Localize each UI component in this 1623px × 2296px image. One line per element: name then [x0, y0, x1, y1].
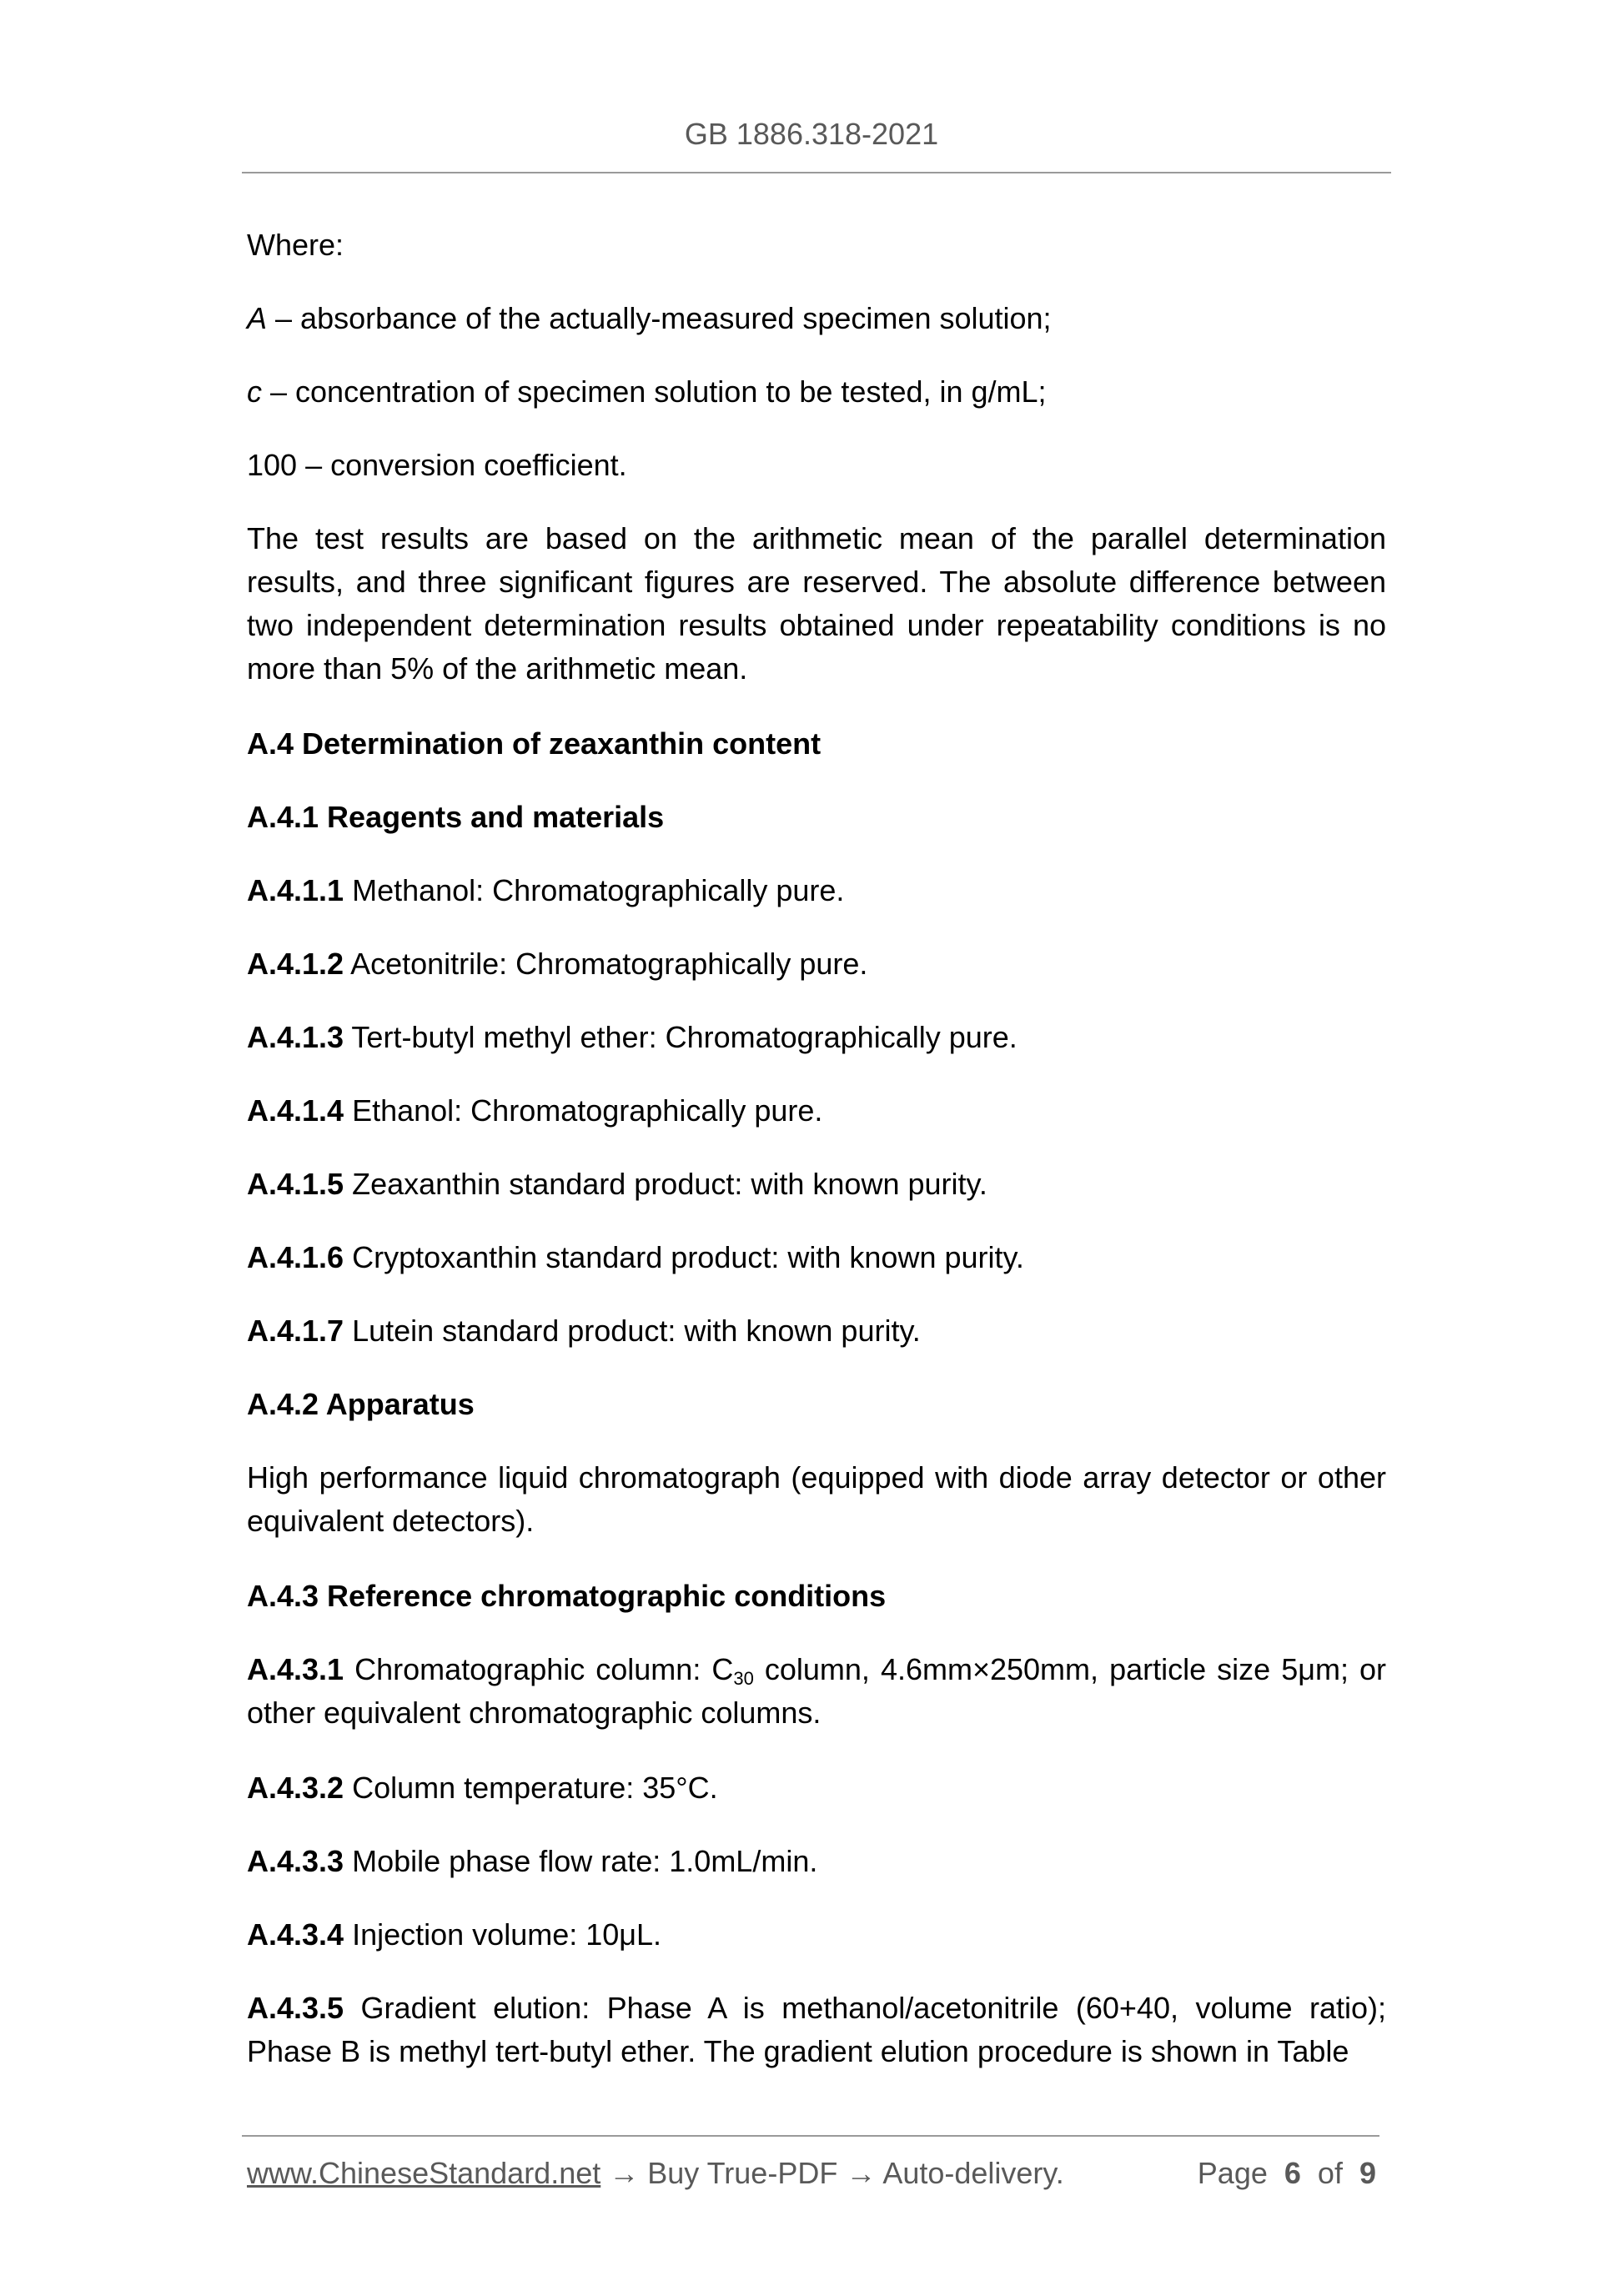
- apparatus-paragraph: High performance liquid chromatograph (equipped with diode array detector or other equivalent detectors).: [247, 1460, 1386, 1538]
- clause-text: Lutein standard product: with known purity.: [344, 1314, 921, 1348]
- where-label: Where:: [247, 228, 344, 262]
- definition-text: – concentration of specimen solution to be tested, in g/mL;: [262, 374, 1047, 409]
- clause-number: A.4.3.5: [247, 1991, 344, 2025]
- clause-number: A.4.1.5: [247, 1167, 344, 1201]
- clause-text: Cryptoxanthin standard product: with known purity.: [344, 1240, 1024, 1274]
- condition-item: [247, 1766, 1386, 1810]
- definition-symbol: A: [247, 301, 268, 335]
- definition-symbol: c: [247, 374, 262, 409]
- clause-text: column, 4.6mm×250mm, particle size 5μm; or other equivalent chromatographic columns.: [247, 1652, 1386, 1730]
- results-paragraph: The test results are based on the arithmetic mean of the parallel determination results, and three significant figures are reserved. The absolute difference between two independent determination results obtained under repeatability conditions is no more than 5% of the arithmetic mean.: [247, 521, 1386, 686]
- footer-promo: [247, 2156, 1064, 2191]
- reagent-item: [247, 942, 1386, 986]
- footer-divider: [242, 2135, 1379, 2137]
- clause-text: Tert-butyl methyl ether: Chromatographically pure.: [344, 1020, 1018, 1054]
- clause-number: A.4.1.6: [247, 1240, 344, 1274]
- definition-text: – absorbance of the actually-measured specimen solution;: [267, 301, 1052, 335]
- definition-a: [247, 297, 1386, 340]
- reagent-item: [247, 1309, 1386, 1353]
- footer-promo-text: → Buy True-PDF → Auto-delivery.: [600, 2156, 1064, 2190]
- page-number: 6: [1284, 2156, 1301, 2190]
- clause-number: A.4.3.2: [247, 1771, 344, 1805]
- clause-text: Methanol: Chromatographically pure.: [344, 873, 845, 907]
- reagent-item: [247, 1089, 1386, 1133]
- clause-number: A.4.1.3: [247, 1020, 344, 1054]
- clause-text: Gradient elution: Phase A is methanol/acetonitrile (60+40, volume ratio); Phase B is methyl tert-butyl ether. The gradient elution procedure is shown in Table: [247, 1991, 1386, 2068]
- reagent-item: [247, 1016, 1386, 1059]
- document-body: [247, 224, 1386, 2105]
- header-divider: [242, 172, 1391, 173]
- page-indicator: [1198, 2156, 1376, 2191]
- page-header-title: GB 1886.318-2021: [684, 117, 939, 151]
- condition-item: [247, 1840, 1386, 1883]
- of-word: of: [1317, 2156, 1343, 2190]
- clause-number: A.4.3.4: [247, 1917, 344, 1952]
- clause-number: A.4.1.4: [247, 1093, 344, 1128]
- clause-text: Chromatographic column: C: [344, 1652, 734, 1686]
- page-total: 9: [1359, 2156, 1376, 2190]
- condition-item: [247, 1913, 1386, 1957]
- clause-number: A.4.1.1: [247, 873, 344, 907]
- section-heading-a4: A.4 Determination of zeaxanthin content: [247, 726, 822, 761]
- clause-text: Mobile phase flow rate: 1.0mL/min.: [344, 1844, 818, 1878]
- clause-text: Injection volume: 10μL.: [344, 1917, 662, 1952]
- definition-100: 100 – conversion coefficient.: [247, 448, 627, 482]
- reagent-item: [247, 1163, 1386, 1206]
- reagent-item: [247, 869, 1386, 912]
- clause-text: Zeaxanthin standard product: with known purity.: [344, 1167, 987, 1201]
- condition-item-gradient: [247, 1987, 1386, 2073]
- page-word: Page: [1197, 2156, 1268, 2190]
- subscript-30: 30: [733, 1668, 754, 1689]
- clause-text: Ethanol: Chromatographically pure.: [344, 1093, 823, 1128]
- clause-number: A.4.1.7: [247, 1314, 344, 1348]
- section-heading-a41: A.4.1 Reagents and materials: [247, 800, 665, 834]
- clause-number: A.4.1.2: [247, 947, 344, 981]
- section-heading-a43: A.4.3 Reference chromatographic conditions: [247, 1579, 887, 1613]
- reagent-item: [247, 1236, 1386, 1279]
- website-link[interactable]: www.ChineseStandard.net: [247, 2156, 601, 2190]
- clause-text: Column temperature: 35°C.: [344, 1771, 718, 1805]
- clause-number: A.4.3.1: [247, 1652, 344, 1686]
- clause-text: Acetonitrile: Chromatographically pure.: [344, 947, 868, 981]
- section-heading-a42: A.4.2 Apparatus: [247, 1387, 475, 1421]
- condition-item-column: [247, 1648, 1386, 1735]
- clause-number: A.4.3.3: [247, 1844, 344, 1878]
- definition-c: [247, 370, 1386, 414]
